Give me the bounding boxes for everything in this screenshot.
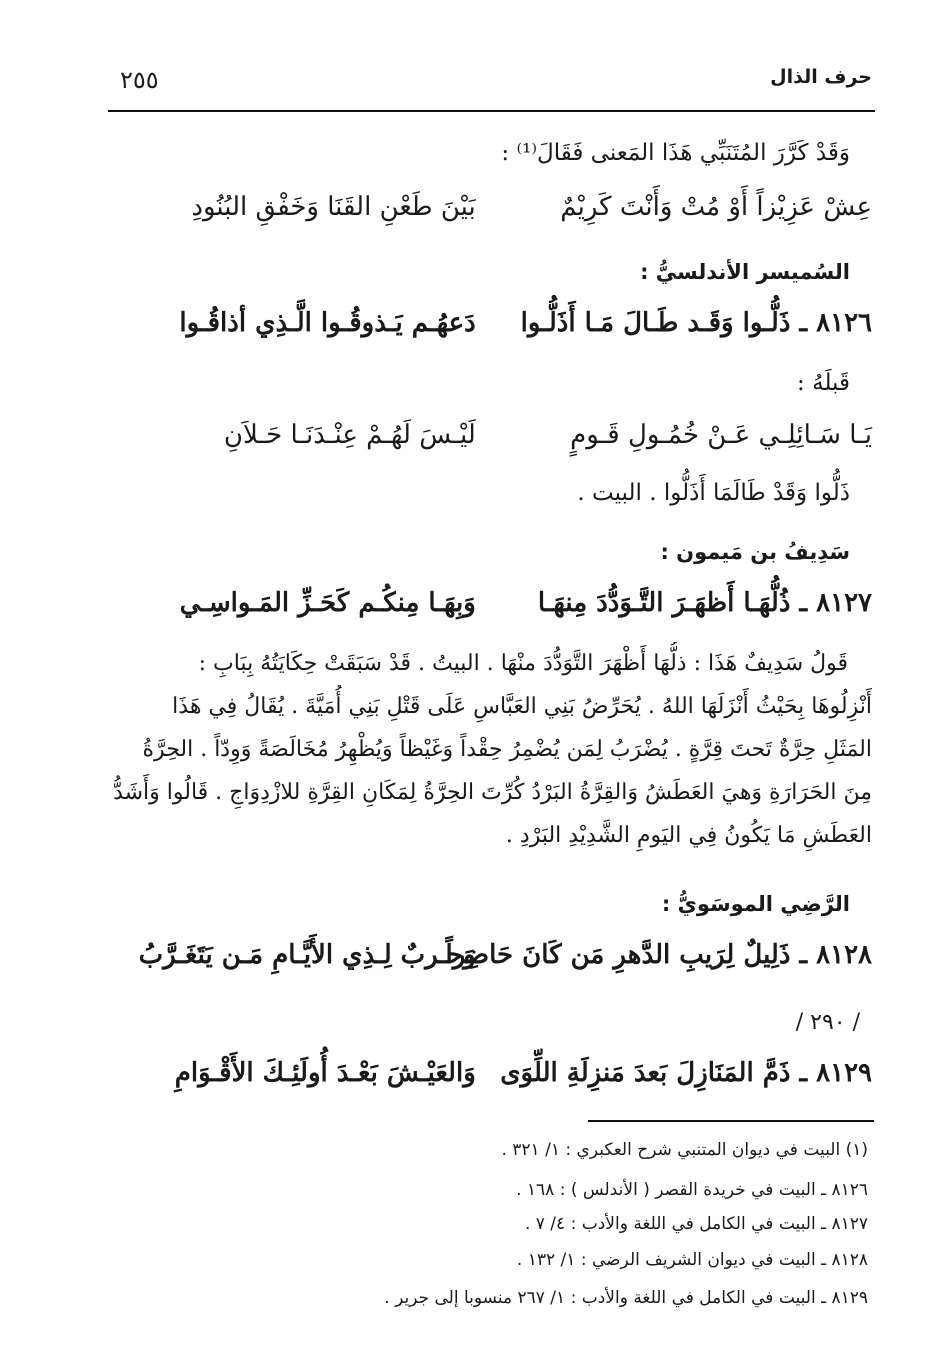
verse-second-hemistich: وَالعَيْـشَ بَعْـدَ أُولَئِـكَ الأَقْـوَامِ xyxy=(174,1058,476,1088)
page-reference: / ٢٩٠ / xyxy=(795,1010,860,1035)
verse-first-hemistich: عِشْ عَزِيْزاً أَوْ مُتْ وَأَنْتَ كَرِيْمٌ xyxy=(560,192,872,222)
poet-name: سَدِيفُ بن مَيمون : xyxy=(660,540,850,564)
footnote: ٨١٢٩ ـ البيت في الكامل في اللغة والأدب : ١/ ٢٦٧ منسوبا إلى جرير . xyxy=(384,1288,868,1308)
verse-second-hemistich: لَيْـسَ لَهُـمْ عِنْـدَنَـا حَـلاَنِ xyxy=(223,420,476,450)
verse-8129 xyxy=(110,1058,872,1088)
poet-name: السُميسر الأندلسيُّ : xyxy=(640,260,850,284)
verse-second-hemistich: بَيْنَ طَعْنِ القَنَا وَخَفْقِ البُنُودِ xyxy=(191,192,476,222)
header-rule xyxy=(108,110,875,112)
commentary-line: مِنَ الحَرَارَةِ وَهيَ العَطَشُ وَالقِرَّةُ البَرْدُ كُرِّتَ الحِرَّةُ لِمَكَانِ القِرَّةِ للازْدِوَاجِ . قَالُوا وَأَشَدُّ xyxy=(113,780,872,805)
commentary-line: المَثَلِ حِرَّةٌ تَحتَ قِرَّةٍ . يُضْرَبُ لِمَن يُضْمِرُ حِقْداً وَغَيْظاً وَيُظْهِرُ مُخَالَصَةً وَوِدّاً . الحِرَّةُ xyxy=(142,737,872,762)
commentary-line: قَولُ سَدِيفٌ هَذَا : ذلُّهَا أَظْهَرَ التَّوَدُّدَ منْهَا . البيتُ . قَدْ سَبَقَتْ حِكَايَتُهُ بِبَابِ : xyxy=(198,651,848,676)
commentary-line: أَنْزِلُوهَا بِحَيْثُ أَنْزَلَهَا اللهُ . يُحَرِّضُ بَنِي العَبَّاسِ عَلَى قَتْلِ بَنِي أُمَيَّةَ . يُقَالُ فِي هَذَا xyxy=(172,694,872,719)
before-label: قَبلَهُ : xyxy=(797,370,850,396)
verse-first-hemistich: يَـا سَـائِلِـي عَـنْ خُمُـولِ قَـومٍ xyxy=(570,420,872,450)
footnote: ٨١٢٧ ـ البيت في الكامل في اللغة والأدب : ٤/ ٧ . xyxy=(524,1214,868,1234)
verse-first-hemistich: ٨١٢٨ ـ ذَلِيلٌ لِرَيبِ الدَّهرِ مَن كَانَ حَاضِراً xyxy=(445,940,872,970)
running-header-title: حرف الذال xyxy=(770,66,872,88)
verse-intro xyxy=(110,192,872,222)
footnote: ٨١٢٨ ـ البيت في ديوان الشريف الرضي : ١/ ١٣٢ . xyxy=(516,1250,868,1270)
intro-line: وَقَدْ كَرَّرَ المُتَنَبِّي هَذَا المَعنى فَقَالَ⁽¹⁾ : xyxy=(501,140,850,166)
commentary-line: العَطَشِ مَا يَكُونُ فِي اليَومِ الشَّدِيْدِ البَرْدِ . xyxy=(505,823,872,848)
verse-first-hemistich: ٨١٢٧ ـ ذُلُّهَـا أَظهَـرَ التَّـوَدُّدَ مِنهَـا xyxy=(537,588,872,618)
commentary-paragraph xyxy=(110,642,872,857)
continuation-line: ذَلُّوا وَقَدْ طَالَمَا أَذَلُّوا . البيت . xyxy=(577,480,850,506)
verse-8126 xyxy=(110,308,872,338)
footnote: (١) البيت في ديوان المتنبي شرح العكبري : ١/ ٣٢١ . xyxy=(501,1140,868,1160)
footnote: ٨١٢٦ ـ البيت في خريدة القصر ( الأندلس ) : ١٦٨ . xyxy=(516,1180,868,1200)
verse-second-hemistich: وَبِهَـا مِنكُـم كَحَـزِّ المَـواسِـي xyxy=(179,588,476,618)
footnote-rule xyxy=(588,1120,874,1122)
verse-8128 xyxy=(110,940,872,970)
verse-first-hemistich: ٨١٢٦ ـ ذَلُّـوا وَقَـد طَـالَ مَـا أَذَلُّـوا xyxy=(520,308,872,338)
page-number: ٢٥٥ xyxy=(120,66,159,94)
verse-8127 xyxy=(110,588,872,618)
verse-first-hemistich: ٨١٢٩ ـ ذَمَّ المَنَازِلَ بَعدَ مَنزِلَةِ اللِّوَى xyxy=(500,1058,872,1088)
poet-name: الرَّضِي الموسَويُّ : xyxy=(661,892,850,916)
verse-before xyxy=(110,420,872,450)
verse-second-hemistich: وَحـربٌ لِـذِي الأَيَّـامِ مَـن يَتَغَـرَّبُ xyxy=(138,940,476,970)
verse-second-hemistich: دَعهُـم يَـذوقُـوا الَّـذِي أذاقُـوا xyxy=(179,308,476,338)
